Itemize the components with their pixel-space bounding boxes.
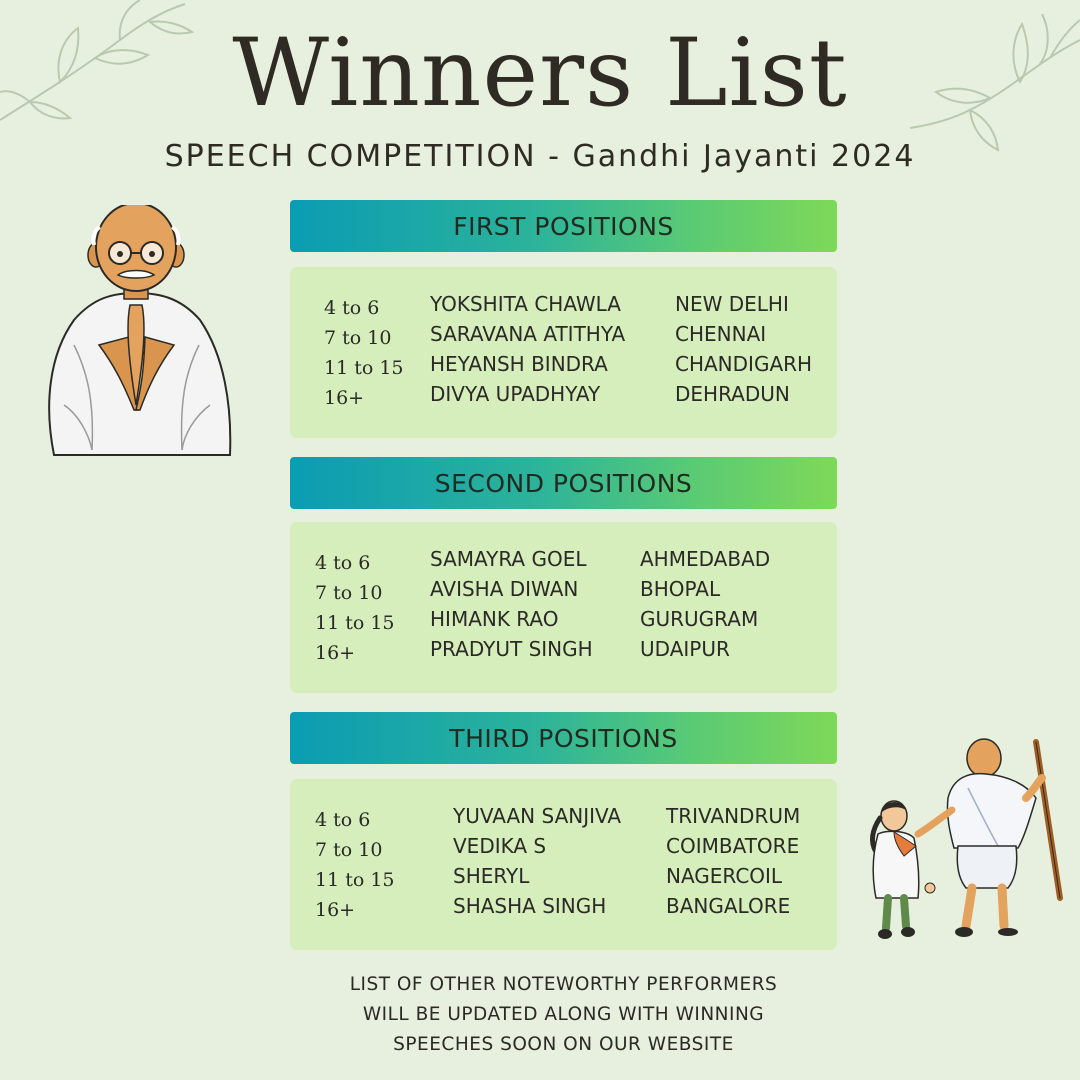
winner-name: YOKSHITA CHAWLA — [430, 292, 621, 316]
winner-name: HIMANK RAO — [430, 607, 559, 631]
winner-city: COIMBATORE — [666, 834, 800, 858]
winner-city: NAGERCOIL — [666, 864, 783, 888]
section-heading: SECOND POSITIONS — [434, 468, 693, 498]
footer-line: WILL BE UPDATED ALONG WITH WINNING — [362, 1004, 765, 1025]
section-heading: FIRST POSITIONS — [453, 211, 674, 241]
third-positions-banner — [290, 712, 837, 764]
first-positions-banner — [290, 200, 837, 252]
first-positions-panel — [290, 267, 837, 438]
winner-city: BANGALORE — [666, 894, 791, 918]
winner-name: DIVYA UPADHYAY — [430, 382, 601, 406]
winner-city: CHENNAI — [675, 322, 767, 346]
footer-line: SPEECHES SOON ON OUR WEBSITE — [393, 1034, 734, 1055]
page-title: Winners List — [232, 19, 848, 128]
winner-name: PRADYUT SINGH — [430, 637, 593, 661]
winner-name: SHERYL — [453, 864, 530, 888]
winner-name: SHASHA SINGH — [453, 894, 607, 918]
age-group: 16+ — [324, 387, 365, 409]
winner-city: DEHRADUN — [675, 382, 790, 406]
age-group: 7 to 10 — [315, 582, 383, 604]
footer-line: LIST OF OTHER NOTEWORTHY PERFORMERS — [349, 974, 778, 995]
age-group: 11 to 15 — [315, 612, 395, 634]
age-group: 16+ — [315, 899, 356, 921]
footer-note — [290, 970, 837, 1060]
age-group: 11 to 15 — [315, 869, 395, 891]
winner-city: BHOPAL — [640, 577, 721, 601]
second-positions-banner — [290, 457, 837, 509]
winner-city: GURUGRAM — [640, 607, 759, 631]
winner-name: HEYANSH BINDRA — [430, 352, 608, 376]
age-group: 4 to 6 — [315, 552, 371, 574]
age-group: 16+ — [315, 642, 356, 664]
winner-name: AVISHA DIWAN — [430, 577, 579, 601]
age-group: 7 to 10 — [324, 327, 392, 349]
winner-name: SAMAYRA GOEL — [430, 547, 587, 571]
gandhi-namaste-icon — [34, 205, 239, 460]
winner-name: VEDIKA S — [453, 834, 547, 858]
age-group: 7 to 10 — [315, 839, 383, 861]
age-group: 4 to 6 — [315, 809, 371, 831]
age-group: 4 to 6 — [324, 297, 380, 319]
age-group: 11 to 15 — [324, 357, 404, 379]
gandhi-walking-with-child-icon — [858, 738, 1068, 943]
winner-city: AHMEDABAD — [640, 547, 771, 571]
winner-city: TRIVANDRUM — [666, 804, 801, 828]
winner-name: SARAVANA ATITHYA — [430, 322, 626, 346]
winner-city: UDAIPUR — [640, 637, 730, 661]
section-heading: THIRD POSITIONS — [449, 723, 678, 753]
third-positions-panel — [290, 779, 837, 950]
winner-city: CHANDIGARH — [675, 352, 813, 376]
page-subtitle: SPEECH COMPETITION - Gandhi Jayanti 2024 — [164, 139, 916, 174]
winner-name: YUVAAN SANJIVA — [453, 804, 622, 828]
second-positions-panel — [290, 522, 837, 693]
winner-city: NEW DELHI — [675, 292, 789, 316]
